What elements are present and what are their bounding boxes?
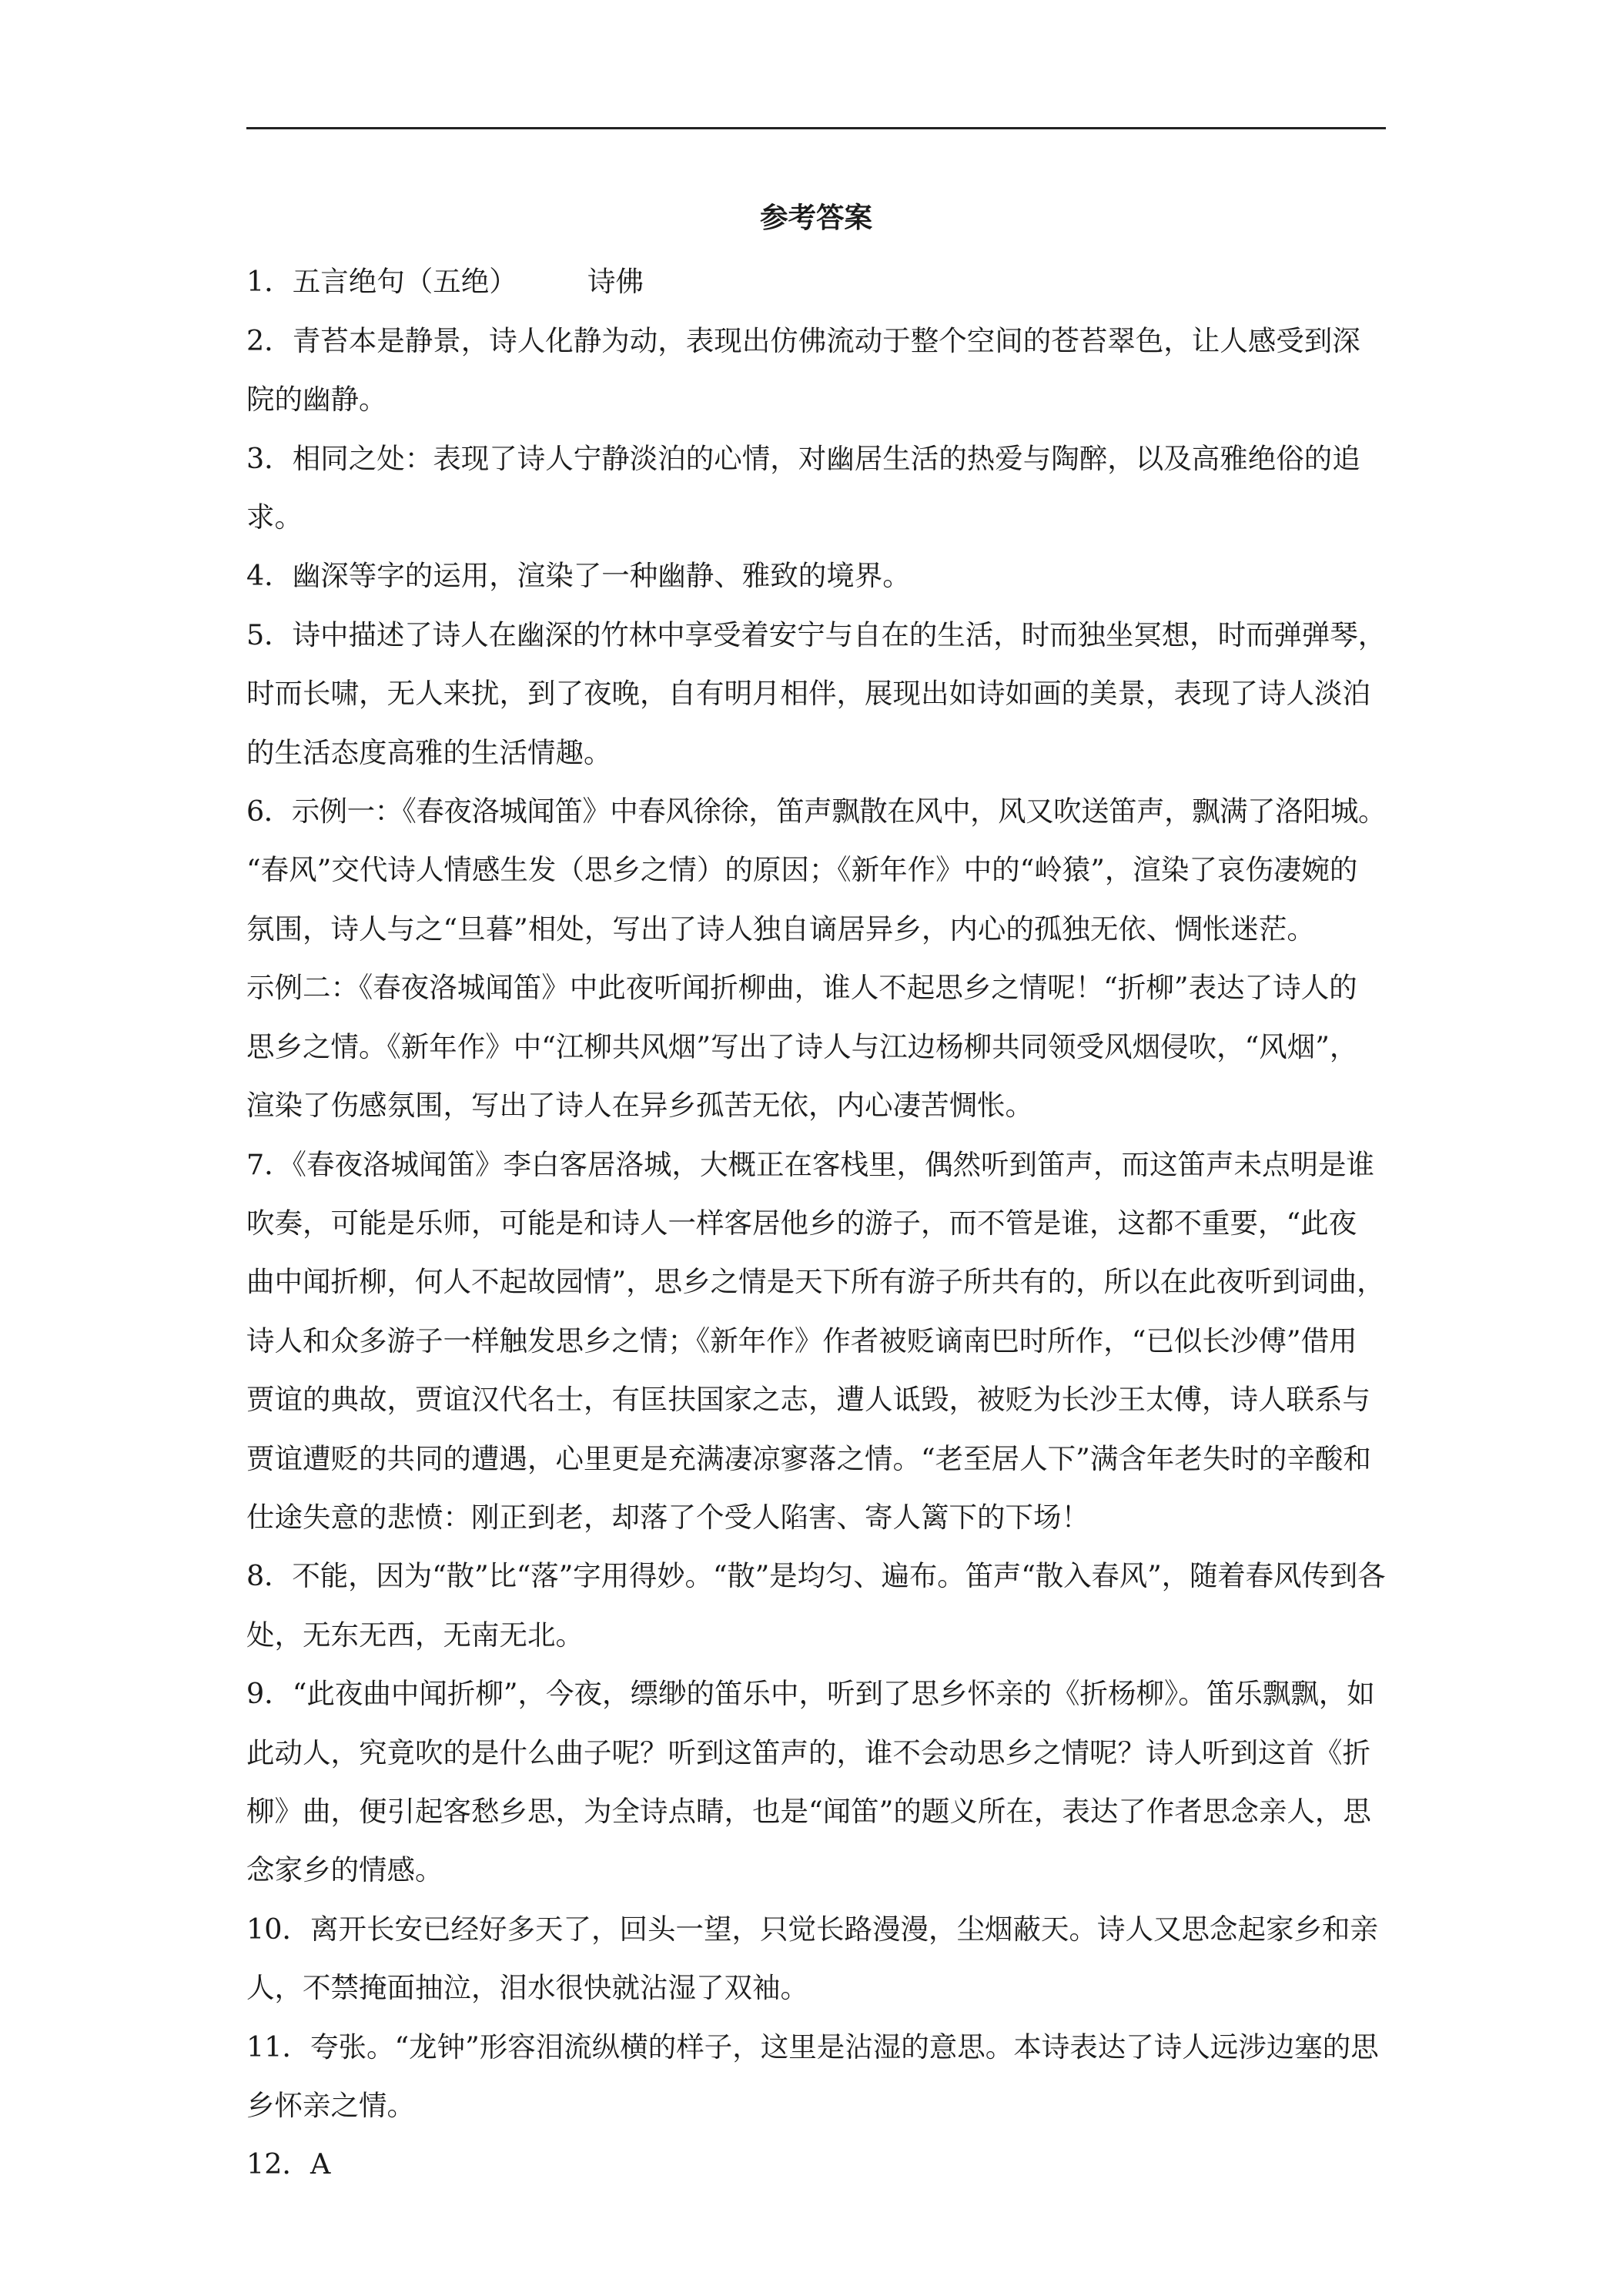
answer-lines	[246, 253, 1386, 2194]
answer-line: 思乡之情。《新年作》中“江柳共风烟”写出了诗人与江边杨柳共同领受风烟侵吹，“风烟”，	[246, 1029, 1358, 1063]
answer-line: 4．幽深等字的运用，渲染了一种幽静、雅致的境界。	[246, 559, 911, 593]
answer-line: 求。	[246, 500, 303, 534]
answer-line: 吹奏，可能是乐师，可能是和诗人一样客居他乡的游子，而不管是谁，这都不重要，“此夜	[246, 1206, 1357, 1240]
header-rule	[246, 127, 1386, 129]
answer-line: 柳》曲，便引起客愁乡思，为全诗点睛，也是“闻笛”的题义所在，表达了作者思念亲人，思	[246, 1794, 1371, 1828]
answer-line: 的生活态度高雅的生活情趣。	[246, 735, 612, 769]
answer-line: “春风”交代诗人情感生发（思乡之情）的原因；《新年作》中的“岭猿”，渲染了哀伤凄婉的	[246, 853, 1358, 887]
answer-line: 仕途失意的悲愤：刚正到老，却落了个受人陷害、寄人篱下的下场！	[246, 1500, 1089, 1534]
answer-line: 10．离开长安已经好多天了，回头一望，只觉长路漫漫，尘烟蔽天。诗人又思念起家乡和亲	[246, 1912, 1378, 1946]
answer-line: 念家乡的情感。	[246, 1853, 443, 1887]
answer-line: 贾谊的典故，贾谊汉代名士，有匡扶国家之志，遭人诋毁，被贬为长沙王太傅，诗人联系与	[246, 1383, 1370, 1417]
answer-line: 氛围，诗人与之“旦暮”相处，写出了诗人独自谪居异乡，内心的孤独无依、惆怅迷茫。	[246, 912, 1315, 946]
answer-line: 7．《春夜洛城闻笛》李白客居洛城，大概正在客栈里，偶然听到笛声，而这笛声未点明是谁	[246, 1147, 1374, 1181]
answer-line: 此动人，究竟吹的是什么曲子呢？听到这笛声的，谁不会动思乡之情呢？诗人听到这首《折	[246, 1735, 1370, 1769]
answer-line: 6．示例一：《春夜洛城闻笛》中春风徐徐，笛声飘散在风中，风又吹送笛声，飘满了洛阳城。	[246, 795, 1386, 828]
answer-line: 5．诗中描述了诗人在幽深的竹林中享受着安宁与自在的生活，时而独坐冥想，时而弹弹琴，	[246, 618, 1387, 651]
answer-line: 示例二：《春夜洛城闻笛》中此夜听闻折柳曲，谁人不起思乡之情呢！“折柳”表达了诗人的	[246, 971, 1357, 1005]
page-title: 参考答案	[760, 201, 872, 234]
answer-line: 曲中闻折柳，何人不起故园情”，思乡之情是天下所有游子所共有的，所以在此夜听到词曲，	[246, 1265, 1385, 1299]
answer-line: 乡怀亲之情。	[246, 2089, 415, 2122]
answer-line: 贾谊遭贬的共同的遭遇，心里更是充满凄凉寥落之情。“老至居人下”满含年老失时的辛酸和	[246, 1441, 1371, 1475]
answer-line: 1．五言绝句（五绝） 诗佛	[246, 265, 644, 299]
answer-line: 8．不能，因为“散”比“落”字用得妙。“散”是均匀、遍布。笛声“散入春风”，随着春风传到各	[246, 1559, 1386, 1593]
answer-line: 11．夸张。“龙钟”形容泪流纵横的样子，这里是沾湿的意思。本诗表达了诗人远涉边塞的思	[246, 2030, 1379, 2063]
answer-line: 诗人和众多游子一样触发思乡之情；《新年作》作者被贬谪南巴时所作，“已似长沙傅”借用	[246, 1324, 1357, 1357]
answer-line: 9．“此夜曲中闻折柳”，今夜，缥缈的笛乐中，听到了思乡怀亲的《折杨柳》。笛乐飘飘，如	[246, 1677, 1375, 1711]
answer-line: 处，无东无西，无南无北。	[246, 1618, 584, 1652]
answer-line: 2．青苔本是静景，诗人化静为动，表现出仿佛流动于整个空间的苍苔翠色，让人感受到深	[246, 323, 1360, 357]
answer-line: 渲染了伤感氛围，写出了诗人在异乡孤苦无依，内心凄苦惆怅。	[246, 1089, 1033, 1123]
answer-content	[246, 189, 1386, 2194]
answer-line: 3．相同之处：表现了诗人宁静淡泊的心情，对幽居生活的热爱与陶醉，以及高雅绝俗的追	[246, 441, 1360, 475]
answer-line: 12．A	[246, 2147, 331, 2181]
answer-line: 院的幽静。	[246, 383, 387, 417]
answer-line: 时而长啸，无人来扰，到了夜晚，自有明月相伴，展现出如诗如画的美景，表现了诗人淡泊	[246, 677, 1370, 711]
answer-line: 人，不禁掩面抽泣，泪水很快就沾湿了双袖。	[246, 1971, 808, 2005]
